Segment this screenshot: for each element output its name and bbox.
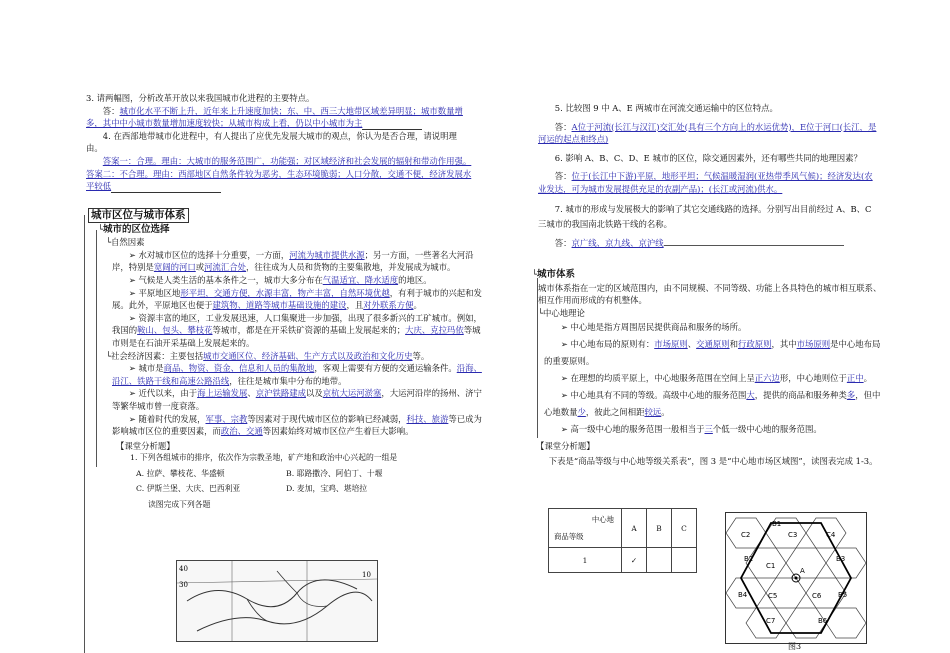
question-7: 7. 城市的形成与发展极大的影响了其它交通线路的选择。分别写出目前经过 A、B、C 三城市的我国南北铁路干线的名称。 <box>538 203 872 229</box>
hex-label: C6 <box>812 592 822 600</box>
hex-label: A <box>800 567 805 575</box>
system-definition: 城市体系指在一定的区域范围内，由不同规模、不同等级、功能上各具特色的城市相互联系、相互作用而形成的有机整体。 <box>538 282 882 306</box>
hex-label: B2 <box>744 555 754 563</box>
natural-plain: ➢ 平原地区地形平坦，交通方便，水源丰富，物产丰富，自然环境优越，有利于城市的兴起和发展。此外，平原地区也便于建筑物、道路等城市基础设施的建设，且对外联系方便。 <box>112 287 482 311</box>
hex-label: B3 <box>836 555 846 563</box>
map-latitude-label: 30 <box>179 581 188 589</box>
hex-label: B1 <box>772 520 782 528</box>
table-cell: 1 <box>549 548 622 573</box>
hex-label: C7 <box>766 617 776 625</box>
table-col-header: B <box>647 509 672 548</box>
answer-5-text: A位于河流(长江与汉江)交汇处(具有三个方向上的水运优势)，E位于河口(长江，是河运的起点和终点) <box>538 121 877 145</box>
option-d: D. 麦加，宝鸡、堪培拉 <box>286 484 368 494</box>
answer-blank <box>111 183 221 193</box>
central-heading: └中心地理论 <box>538 307 585 318</box>
right-column <box>538 102 880 249</box>
hex-label: C2 <box>741 531 751 539</box>
practice-text: 下表是“商品等级与中心地等级关系表”，图 3 是“中心地市场区域图”，读图表完成 1-3。 <box>548 455 878 466</box>
answer-3-text: 城市化水平不断上升，近年来上升速度加快；东、中、西三大地带区域差异明显；城市数量增多，其中中小城市数量增加速度较快；从城市构成上看，仍以中小城市为主 <box>86 105 463 129</box>
central-place-figure <box>725 512 867 644</box>
table-col-header: C <box>672 509 697 548</box>
option-c: C. 伊斯兰堡、大庆、巴西利亚 <box>136 484 241 494</box>
option-a: A. 拉萨、攀枝花、华盛顿 <box>136 468 225 478</box>
natural-heading: 自然因素 <box>111 237 145 248</box>
practice-question-1: 1. 下列各组城市的排序，依次作为宗教圣地，矿产地和政治中心兴起的一组是 <box>130 453 398 463</box>
natural-resources: ➢ 资源丰富的地区，工业发展迅速，人口集聚进一步加强，出现了很多新兴的工矿城市。例如，我国的鞍山、包头、攀枝花等城市，都是在开采铁矿资源的基础上发展起来的；大庆、克拉玛依等城市则是在石油开采基础上发展起来的。 <box>112 312 482 348</box>
social-transport: ➢ 城市是商品、物资、资金、信息和人员的集散地，客观上需要有方便的交通运输条件。沿海、沿江、铁路干线和高速公路沿线，往往是城市集中分布的地带。 <box>112 363 482 386</box>
answer-blank <box>362 120 422 130</box>
level-table <box>548 508 697 573</box>
table-row <box>549 548 697 573</box>
option-b: B. 耶路撒冷、阿伯丁、十堰 <box>286 468 383 478</box>
mindmap-bracket <box>84 215 85 653</box>
social-modern: ➢ 随着时代的发展，军事、宗教等因素对于现代城市区位的影响已经减弱，科技、旅游等已成为影响城市区位的重要因素，而政治、交通等因素始终对城市区位产生着巨大影响。 <box>112 413 482 437</box>
table-cell <box>647 548 672 573</box>
practice-heading: 【课堂分析题】 <box>116 440 175 451</box>
system-heading: 城市体系 <box>537 269 576 280</box>
table-cell: ✓ <box>622 548 647 573</box>
hexagon-market-map <box>726 513 866 643</box>
table-corner: 中心地 商品等级 <box>549 509 622 548</box>
answer-blank <box>664 236 844 246</box>
natural-water: ➢ 水对城市区位的选择十分重要，一方面，河流为城市提供水源；另一方面，一些著名大河沿岸，特别是宽阔的河口或河流汇合处，往往成为人员和货物的主要集散地，并发展成为城市。 <box>112 249 474 273</box>
social-heading: └社会经济因素：主要包括城市交通区位、经济基础、生产方式以及政治和文化历史等。 <box>106 350 430 361</box>
map-latitude-label: 40 <box>179 565 188 573</box>
answer-3: 答：城市化水平不断上升，近年来上升速度加快；东、中、西三大地带区域差异明显；城市数量增多，其中中小城市数量增加速度较快；从城市构成上看，仍以中小城市为主 <box>86 105 463 129</box>
answer-6-text: 位于(长江中下游)平原，地形平坦；气候温暖湿润(亚热带季风气候)；经济发达(农业发达，可为城市发展提供充足的农副产品)；(长江或河流)供水。 <box>538 171 873 194</box>
map-longitude-label: 10 <box>362 571 371 579</box>
answer-4: 答案一：合理。理由：大城市的服务范围广，功能强；对区域经济和社会发展的辐射和带动作用强。答案二：不合理。理由：西部地区自然条件较为恶劣，生态环境脆弱；人口分散，交通不便，经济发展水平较低 <box>86 155 472 192</box>
central-hexagon: ➢ 在理想的均质平原上，中心地服务范围在空间上呈正六边形，中心地则位于正中。 <box>560 373 872 384</box>
answer-5: 答：A位于河流(长江与汉江)交汇处(具有三个方向上的水运优势)，E位于河口(长江，是河运的起点和终点) <box>538 121 877 145</box>
hex-label: C1 <box>766 562 776 570</box>
hex-label: C5 <box>768 592 778 600</box>
figure-caption: 图3 <box>788 642 802 651</box>
central-ratio: ➢ 高一级中心地的服务范围一般相当于三个低一级中心地的服务范围。 <box>560 424 822 435</box>
hex-label: B4 <box>738 591 748 599</box>
table-col-header: A <box>622 509 647 548</box>
map-intro: 读图完成下列各题 <box>148 500 211 510</box>
question-6: 6. 影响 A、B、C、D、E 城市的区位，除交通因素外，还有哪些共同的地理因素？ <box>554 152 862 163</box>
answer-4-text: 理由：大城市的服务范围广，功能强；对区域经济和社会发展的辐射和带动作用强。答案二：不合理。理由：西部地区自然条件较为恶劣，生态环境脆弱；人口分散，交通不便，经济发展水平较低 <box>86 155 472 192</box>
natural-climate: ➢ 气候是人类生活的基本条件之一，城市大多分布在气温适宜、降水适度的地区。 <box>128 274 432 285</box>
mindmap: 城市区位与城市体系 └城市的区位选择 └自然因素 ➢ 水对城市区位的选择十分重要，一方面，河流为城市提供水源；另一方面，一些著名大河沿岸，特别是宽阔的河口或河流汇合处，往往成为人员和货物的主要集散地，并发展成为城市。 ➢ 气候是人类生活的基本条件之一，城市大多分布在气温适宜、降水适度的地区。 ➢ 平原地区地形平坦，交通方便，水源丰富，物产丰富，自然环境优越，有利于城市的兴起和发展。此外，平原地区也便于建筑物、道路等城市基础设施的建设，且对外联系方便。 ➢ 资源丰富的地区，工业发展迅速，人口集聚进一步加强，出现了很多新兴的工矿城市。例如，我国的鞍山、包头、攀枝花等城市，都是在开采铁矿资源的基础上发展起来的；大庆、克拉玛依等城市则是在石油开采基础上发展起来的。 └社会经济因素：主要包括城市交通区位、经济基础、生产方式以及政治和文化历史等。 ➢ 城市是商品、物资、资金、信息和人员的集散地，客观上需要有方便的交通运输条件。沿海、沿江、铁路干线和高速公路沿线，往往是城市集中分布的地带。 ➢ 近代以来，由于海上运输发展、京沪铁路建成以及京杭大运河淤塞，大运河沿岸的扬州、济宁等繁华城市曾一度衰落。 ➢ 随着时代的发展，军事、宗教等因素对于现代城市区位的影响已经减弱，科技、旅游等已成为影响城市区位的重要因素，而政治、交通等因素始终对城市区位产生着巨大影响。 【课堂分析题】 1. 下列各组城市的排序，依次作为宗教圣地，矿产地和政治中心兴起的一组是 A. 拉萨、攀枝花、华盛顿 B. 耶路撒冷、阿伯丁、十堰 C. 伊斯兰堡、大庆、巴西利亚 D. 麦加，宝鸡、堪培拉 读图完成下列各题 <box>90 208 482 512</box>
table-cell <box>672 548 697 573</box>
central-levels: ➢ 中心地具有不同的等级。高级中心地的服务范围大，提供的商品和服务种类多，但中心地数量少，彼此之间相距较远。 <box>544 390 881 418</box>
hex-label: B6 <box>818 617 828 625</box>
river-map <box>176 560 378 642</box>
answer-7: 答：京广线、京九线、京沪线 <box>538 236 880 250</box>
hex-label: B5 <box>838 591 848 599</box>
section-heading: 城市的区位选择 <box>103 223 170 235</box>
question-4: 4. 在西部地带城市化进程中，有人提出了应优先发展大城市的观点，你认为是否合理，请说明理由。 <box>86 130 457 154</box>
social-canal: ➢ 近代以来，由于海上运输发展、京沪铁路建成以及京杭大运河淤塞，大运河沿岸的扬州、济宁等繁华城市曾一度衰落。 <box>112 388 482 411</box>
answer-7-text: 京广线、京九线、京沪线 <box>571 237 664 248</box>
central-principles: ➢ 中心地布局的原则有：市场原则、交通原则和行政原则，其中市场原则是中心地布局的重要原则。 <box>544 339 881 367</box>
river-map-drawing <box>177 561 377 641</box>
system-section: └城市体系 城市体系指在一定的区域范围内，由不同规模、不同等级、功能上各具特色的城市相互联系、相互作用而形成的有机整体。 └中心地理论 ➢ 中心地是指方周围居民提供商品和服务的场所。 ➢ 中心地布局的原则有：市场原则、交通原则和行政原则，其中市场原则是中心地布局的重要原则。 ➢ 在理想的均质平原上，中心地服务范围在空间上呈正六边形，中心地则位于正中。 ➢ 中心地具有不同的等级。高级中心地的服务范围大，提供的商品和服务种类多，但中心地数量少，彼此之间相距较远。 ➢ 高一级中心地的服务范围一般相当于三个低一级中心地的服务范围。 【课堂分析题】 下表是“商品等级与中心地等级关系表”，图 3 是“中心地市场区域图”，读图表完成 1-3。 <box>532 268 884 470</box>
hex-label: C3 <box>788 531 798 539</box>
hex-label: C4 <box>826 531 836 539</box>
question-3: 3. 请两幅图，分析改革开放以来我国城市化进程的主要特点。 <box>86 93 315 103</box>
answer-6: 答：位于(长江中下游)平原，地形平坦；气候温暖湿润(亚热带季风气候)；经济发达(农业发达，可为城市发展提供充足的农副产品)；(长江或河流)供水。 <box>538 171 873 194</box>
central-def: ➢ 中心地是指方周围居民提供商品和服务的场所。 <box>560 322 747 333</box>
mindmap-title: 城市区位与城市体系 <box>88 208 189 223</box>
question-5: 5. 比较图 9 中 A、E 两城市在河流交通运输中的区位特点。 <box>554 103 778 113</box>
left-column-top <box>86 92 472 193</box>
practice-heading-right: 【课堂分析题】 <box>536 441 595 452</box>
